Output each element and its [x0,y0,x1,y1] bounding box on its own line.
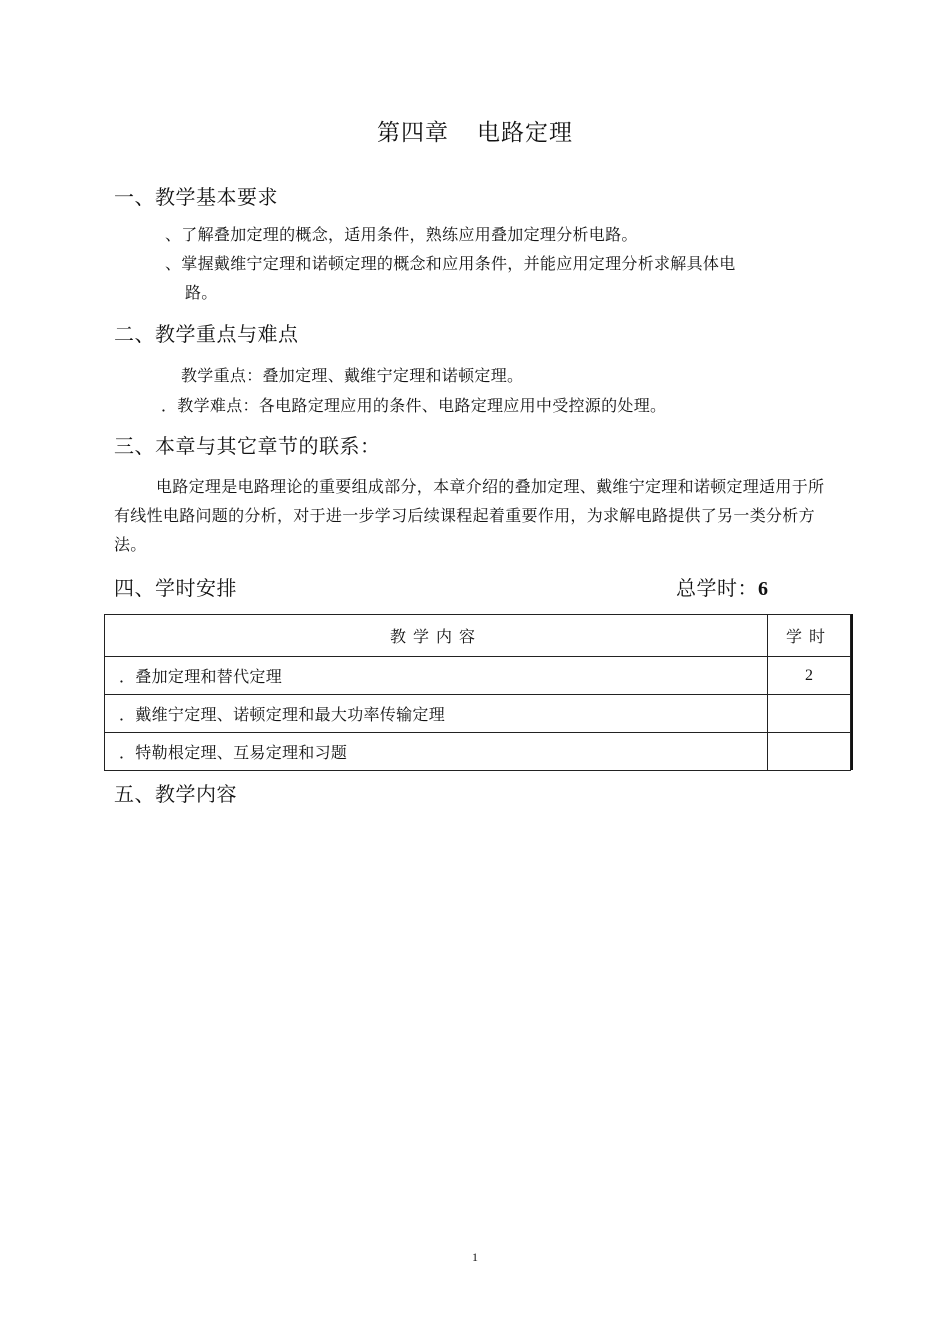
section-heading-key-points: 二、教学重点与难点 [114,322,299,346]
schedule-table [104,614,851,771]
row-hours [768,733,851,771]
table-right-border [851,614,853,770]
section-heading-content: 五、教学内容 [114,782,237,806]
difficulty-text: ．教学难点：各电路定理应用的条件、电路定理应用中受控源的处理。 [161,396,667,415]
requirement-item-2: 、掌握戴维宁定理和诺顿定理的概念和应用条件，并能应用定理分析求解具体电 [165,254,736,273]
chapter-number: 第四章 [377,120,449,146]
total-hours [676,572,769,601]
chapter-title [0,114,950,147]
row-hours [768,695,851,733]
section-heading-schedule: 四、学时安排 [114,576,237,600]
requirement-item-1: 、了解叠加定理的概念，适用条件，熟练应用叠加定理分析电路。 [165,225,638,244]
row-hours: 2 [768,657,851,695]
header-content: 教学内容 [105,615,768,657]
table-header-row [105,615,851,657]
total-hours-value: 6 [758,578,769,600]
row-content: ．戴维宁定理、诺顿定理和最大功率传输定理 [105,695,768,733]
table-row [105,733,851,771]
relations-paragraph: 电路定理是电路理论的重要组成部分，本章介绍的叠加定理、戴维宁定理和诺顿定理适用于所有线性电路问题的分析，对于进一步学习后续课程起着重要作用，为求解电路提供了另一类分析方法。 [114,477,825,554]
total-hours-label: 总学时： [676,576,758,600]
section-heading-relations: 三、本章与其它章节的联系： [114,434,381,458]
row-content: ．叠加定理和替代定理 [105,657,768,695]
table-row [105,657,851,695]
requirement-item-2-continued: 路。 [185,283,218,302]
row-content: ．特勒根定理、互易定理和习题 [105,733,768,771]
chapter-name: 电路定理 [477,120,573,146]
page-number: 1 [472,1250,478,1264]
section-heading-requirements: 一、教学基本要求 [114,185,278,209]
key-point-text: 教学重点：叠加定理、戴维宁定理和诺顿定理。 [181,366,524,385]
table-row [105,695,851,733]
header-hours: 学时 [768,615,851,657]
